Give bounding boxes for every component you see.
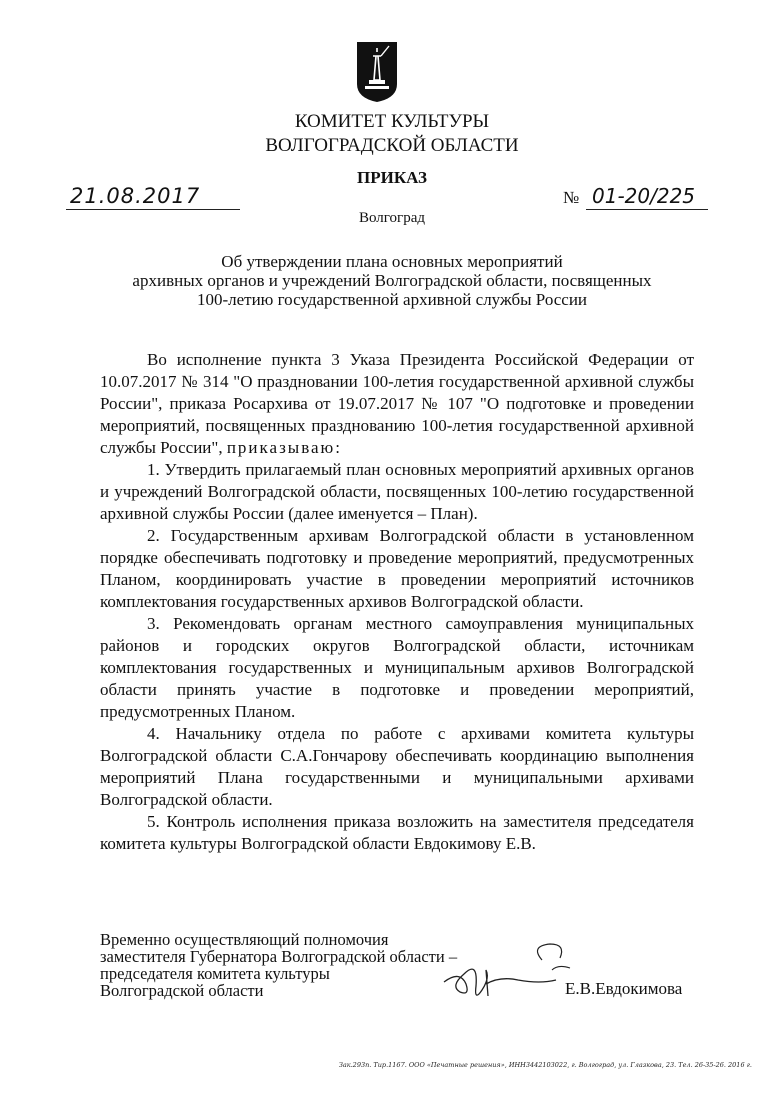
decree-word: приказываю:: [226, 438, 342, 457]
print-imprint-footer: Зак.293п. Тир.1167. ООО «Печатные решения», ИНН3442103022, г. Волгоград, ул. Глазкова, 23. Тел. 26-35-26. 2016 г.: [338, 1061, 752, 1069]
subject-line: 100-летию государственной архивной службы России: [196, 290, 588, 309]
subject-line: архивных органов и учреждений Волгоградской области, посвященных: [132, 271, 652, 290]
organization-name-line1: КОМИТЕТ КУЛЬТУРЫ: [294, 111, 490, 132]
signatory-position-line: председателя комитета культуры: [100, 964, 330, 983]
preamble-text: Во исполнение пункта 3 Указа Президента Российской Федерации от 10.07.2017 № 314 "О праздновании 100-летия государственной архивной службы России", приказа Росархива от 19.07.2017 № 107 "О подготовке и проведении мероприятий, посвященных празднованию 100-летия государственной архивной службы России",: [100, 350, 694, 457]
signatory-name: Е.В.Евдокимова: [565, 979, 683, 998]
handwritten-date: 21.08.2017: [66, 183, 240, 210]
order-item: 2. Государственным архивам Волгоградской области в установленном порядке обеспечивать подготовку и проведение мероприятий, предусмотренных Планом, координировать участие в проведении мероприятий источников комплектования государственных архивов Волгоградской области.: [100, 526, 694, 611]
handwritten-order-number: 01-20/225: [586, 183, 708, 210]
order-item: 4. Начальнику отдела по работе с архивами комитета культуры Волгоградской области С.А.Гончарову обеспечивать координацию выполнения мероприятий Плана государственными и муниципальными архивами Волгоградской области.: [100, 724, 694, 809]
order-item: 1. Утвердить прилагаемый план основных мероприятий архивных органов и учреждений Волгоградской области, посвященных 100-летию государственной архивной службы России (далее именуется – План).: [100, 460, 694, 523]
organization-name-line2: ВОЛГОГРАДСКОЙ ОБЛАСТИ: [265, 135, 519, 156]
signatory-position-line: Временно осуществляющий полномочия: [100, 930, 389, 949]
subject-line: Об утверждении плана основных мероприятий: [221, 252, 563, 271]
signatory-position-line: Волгоградской области: [100, 981, 264, 1000]
coat-of-arms-emblem: [355, 40, 399, 104]
document-type-title: ПРИКАЗ: [357, 168, 427, 187]
signatory-position: [100, 931, 457, 999]
preamble-paragraph: [100, 349, 694, 459]
city-name: Волгоград: [358, 210, 425, 226]
order-body: [100, 349, 694, 855]
order-subject: [0, 252, 784, 309]
signatory-position-line: заместителя Губернатора Волгоградской области –: [100, 947, 458, 966]
number-sign: №: [563, 188, 580, 207]
order-item: 3. Рекомендовать органам местного самоуправления муниципальных районов и городских округов Волгоградской области, источникам комплектования государственных и муниципальным архивов Волгоградской области принять участие в подготовке и проведении мероприятий, предусмотренных Планом.: [100, 614, 694, 721]
order-item: 5. Контроль исполнения приказа возложить на заместителя председателя комитета культуры Волгоградской области Евдокимову Е.В.: [100, 812, 694, 853]
